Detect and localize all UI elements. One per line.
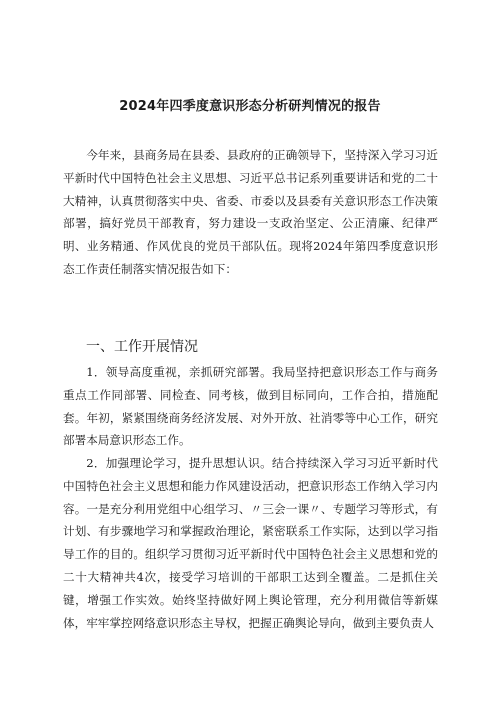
item-2-text: 2．加强理论学习，提升思想认识。结合持续深入学习习近平新时代中国特色社会主义思想和能力作风建设活动，把意识形态工作纳入学习内容。一是充分利用党组中心组学习、〃三会一课〃、专题学习等形式，有计划、有步骤地学习和掌握政治理论，紧密联系工作实际，达到以学习指导工作的目的。组织学习贯彻习近平新时代中国特色社会主义思想和党的二十大精神共4次，接受学习培训的干部职工达到全覆盖。二是抓住关键，增强工作实效。始终坚持做好网上舆论管理，充分利用微信等新媒体，牢牢掌控网络意识形态主导权，把握正确舆论导向，做到主要负责人 [63,456,438,630]
intro-paragraph [63,144,438,281]
item-1-text: 1．领导高度重视，亲抓研究部署。我局坚持把意识形态工作与商务重点工作同部署、同检查、同考核，做到目标同向，工作合拍，措施配套。年初，紧紧围绕商务经济发展、对外开放、社消零等中心工作，研究部署本局意识形态工作。 [63,365,438,448]
section-heading: 一、工作开展情况 [86,339,198,355]
item-1-paragraph [63,361,438,452]
item-2-paragraph [63,452,438,634]
document-title: 2024年四季度意识形态分析研判情况的报告 [119,99,381,114]
intro-text: 今年来，县商务局在县委、县政府的正确领导下，坚持深入学习习近平新时代中国特色社会主义思想、习近平总书记系列重要讲话和党的二十大精神，认真贯彻落实中央、省委、市委以及县委有关意识形态工作决策部署，搞好党员干部教育，努力建设一支政治坚定、公正清廉、纪律严明、业务精通、作风优良的党员干部队伍。现将2024年第四季度意识形态工作责任制落实情况报告如下： [63,148,438,276]
